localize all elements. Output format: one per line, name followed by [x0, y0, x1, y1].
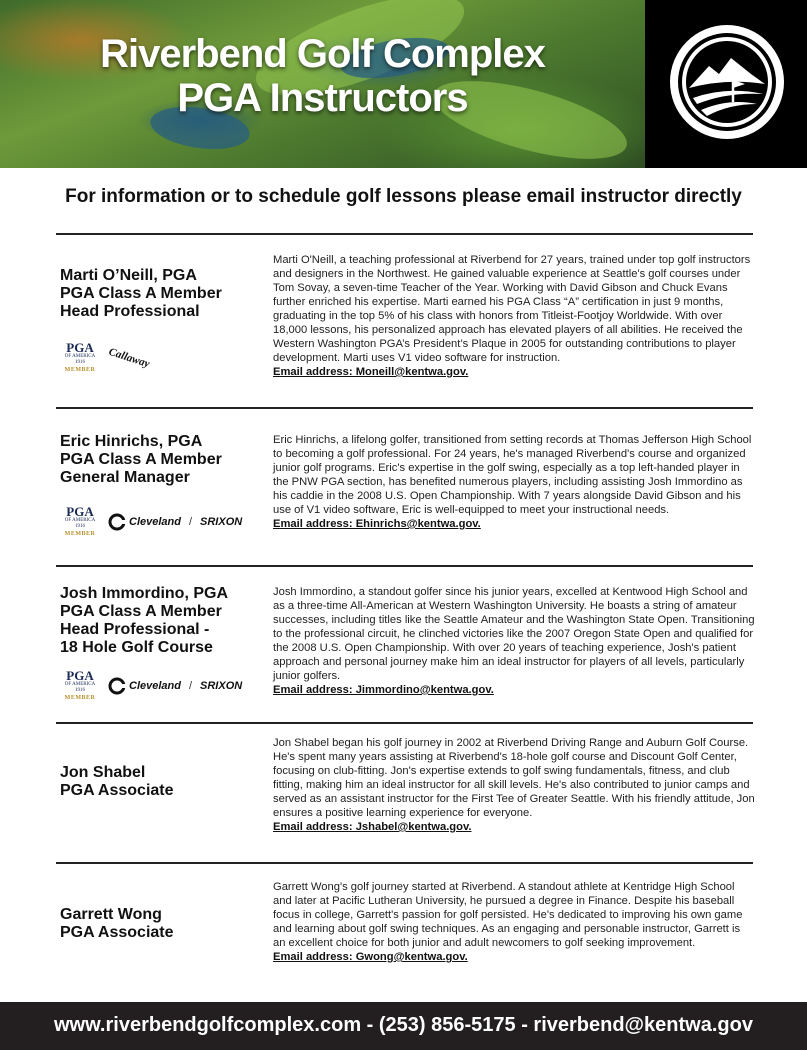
- instructor-name: Eric Hinrichs, PGA: [60, 433, 203, 450]
- instructor-name: Garrett Wong: [60, 906, 162, 923]
- bio-text: Jon Shabel began his golf journey in 2002 at Riverbend Driving Range and Auburn Golf Course. He's spent many years assisting at Riverbend's 18-hole golf course and Discount Golf Center, focusing on club-fitting. Jon's expertise extends to golf swing fundamentals, fitness, and club fitting, making him an ideal instructor for all skill levels. He's also contributed to junior camps and served as an assistant instructor for the First Tee of Greater Seattle. With his friendly attitude, Jon ensures a positive learning experience for everyone.: [273, 737, 755, 819]
- instructor-card-jon-shabel: [56, 724, 753, 862]
- footer-contact-text: www.riverbendgolfcomplex.com - (253) 856-5175 - riverbend@kentwa.gov: [54, 1014, 753, 1036]
- instructor-name-block: [60, 267, 222, 321]
- instructor-title: PGA Class A Member: [60, 285, 222, 302]
- instructor-card-garrett-wong: [56, 864, 753, 1000]
- instructor-role: General Manager: [60, 469, 190, 486]
- instructor-name-block: [60, 433, 222, 487]
- cleveland-c-icon: [108, 513, 126, 531]
- instructor-name: Jon Shabel: [60, 764, 146, 781]
- sponsor-logos: PGA OF AMERICA 1916 MEMBER Cleveland / SRIXON: [60, 505, 242, 538]
- callaway-logo: Callaway: [107, 345, 151, 370]
- instructor-bio: [273, 880, 755, 964]
- cleveland-golf-logo: Cleveland: [108, 677, 181, 695]
- instructor-role-detail: 18 Hole Golf Course: [60, 639, 213, 656]
- email-link-moneill[interactable]: Email address: Moneill@kentwa.gov.: [273, 366, 469, 378]
- instructor-card-josh-immordino: [56, 567, 753, 722]
- instructor-name: Marti O’Neill, PGA: [60, 267, 197, 284]
- sponsor-logos: PGA OF AMERICA 1916 MEMBER Cleveland / SRIXON: [60, 669, 242, 702]
- instructor-name-block: [60, 764, 174, 800]
- instructor-name-block: [60, 906, 174, 942]
- instructor-title: PGA Associate: [60, 782, 174, 799]
- instructor-title: PGA Associate: [60, 924, 174, 941]
- instructor-bio: [273, 736, 755, 834]
- bio-text: Marti O'Neill, a teaching professional at Riverbend for 27 years, trained under top golf instructors and designers in the Northwest. He gained valuable experience at Seattle's golf courses under Tom Sovay, a seven-time Teacher of the Year. Working with David Gibson and Chuck Evans further enriched his expertise. Marti earned his PGA Class “A” certification in just 9 months, graduating in the top 5% of his class with honors from Titleist-Footjoy Worldwide. With over 18,000 lessons, his personalized approach has elevated players of all abilities. He received the Western Washington PGA’s President’s Plaque in 2005 for outstanding contributions to player development. Marti uses V1 video software for instruction.: [273, 254, 751, 364]
- riverbend-logo-icon: [667, 22, 787, 142]
- instructor-name: Josh Immordino, PGA: [60, 585, 229, 602]
- bio-text: Garrett Wong's golf journey started at Riverbend. A standout athlete at Kentridge High School and later at Pacific Lutheran University, he pursued a degree in Finance. Despite his baseball focus in college, Garrett's passion for golf persisted. He's dedicated to improving his own game and learning about golf swing techniques. As an engaging and personable instructor, Garrett is an excellent choice for both junior and adult newcomers to golf seeking improvement.: [273, 881, 743, 949]
- email-link-gwong[interactable]: Email address: Gwong@kentwa.gov.: [273, 951, 468, 963]
- cleveland-golf-logo: Cleveland: [108, 513, 181, 531]
- email-link-jimmordino[interactable]: Email address: Jimmordino@kentwa.gov.: [273, 684, 494, 696]
- email-link-ehinrichs[interactable]: Email address: Ehinrichs@kentwa.gov.: [273, 518, 481, 530]
- srixon-logo: SRIXON: [200, 515, 243, 528]
- pga-member-logo: PGA OF AMERICA 1916 MEMBER: [64, 504, 96, 537]
- hero-banner: [0, 0, 645, 168]
- tagline: For information or to schedule golf lessons please email instructor directly: [65, 186, 742, 207]
- instructor-role: Head Professional: [60, 303, 200, 320]
- sponsor-logos: [60, 341, 150, 374]
- footer-bar: [0, 1002, 807, 1050]
- page-title-line1: Riverbend Golf Complex: [100, 32, 545, 76]
- instructor-card-marti-oneill: [56, 233, 753, 407]
- instructor-bio: [273, 433, 755, 531]
- bio-text: Eric Hinrichs, a lifelong golfer, transitioned from setting records at Thomas Jefferson High School to becoming a golf professional. For 24 years, he's managed Riverbend's course and organized junior golf programs. Eric's expertise in the golf swing, especially as a top left-handed player in the PNW PGA section, has benefited numerous players, including assisting Josh Immordino as his caddie in the 2008 U.S. Open Championship. With 7 years alongside David Gibson and his use of V1 video software, Eric is well-equipped to meet your instructional needs.: [273, 434, 752, 516]
- pga-member-logo: PGA OF AMERICA 1916 MEMBER: [64, 340, 96, 373]
- instructor-role: Head Professional -: [60, 621, 210, 638]
- instructor-title: PGA Class A Member: [60, 603, 222, 620]
- cleveland-c-icon: [108, 677, 126, 695]
- pga-member-logo: PGA OF AMERICA 1916 MEMBER: [64, 668, 96, 701]
- logo-panel: [645, 0, 807, 168]
- srixon-logo: SRIXON: [200, 679, 243, 692]
- instructor-bio: [273, 585, 755, 697]
- instructor-title: PGA Class A Member: [60, 451, 222, 468]
- instructor-card-eric-hinrichs: [56, 409, 753, 565]
- instructor-name-block: [60, 585, 228, 657]
- bio-text: Josh Immordino, a standout golfer since his junior years, excelled at Kentwood High School and as a three-time All-American at Western Washington University. He boasts a string of amateur successes, including titles like the Seattle Amateur and the Washington State Open. Transitioning to the professional circuit, he clinched victories like the 2007 Oregon State Open and qualified for the 2008 U.S. Open Championship. With over 20 years of teaching experience, Josh's patient approach and personal journey make him an ideal instructor for players of all levels, particularly junior golfers.: [273, 586, 755, 682]
- page-title-line2: PGA Instructors: [177, 76, 468, 120]
- instructor-bio: [273, 253, 755, 379]
- email-link-jshabel[interactable]: Email address: Jshabel@kentwa.gov.: [273, 821, 472, 833]
